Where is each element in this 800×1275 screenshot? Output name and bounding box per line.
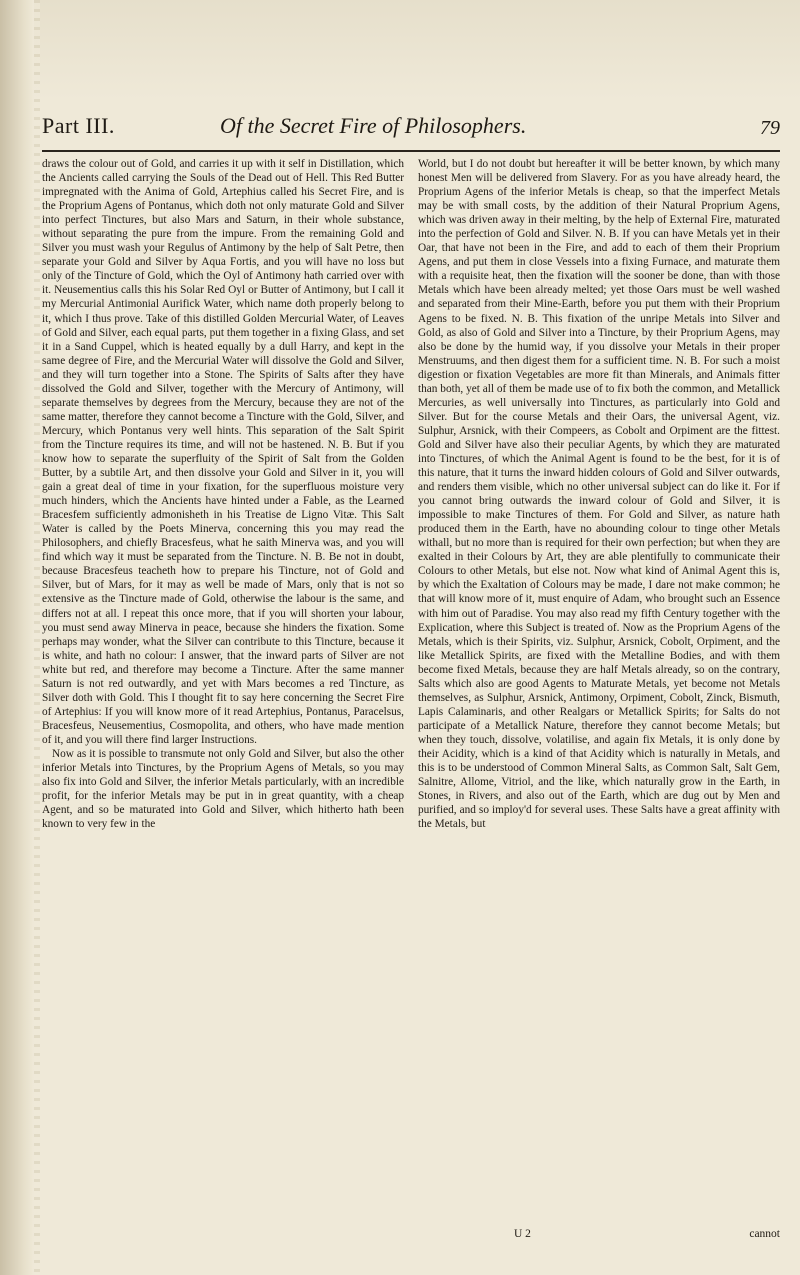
- page-footer: [418, 1228, 780, 1244]
- left-paragraph-1: draws the colour out of Gold, and carries it up with it self in Distillation, which the Ancients called carrying the Souls of the Dead out of Hell. This Red Butter impregnated with the Anima of Gold, Artephius called his Secret Fire, and is the Proprium Agens of Pontanus, which doth not only maturate Gold and Silver into perfect Tinctures, but also Mars and Saturn, in their whole substance, without separating the pure from the impure. From the remaining Gold and Silver you must wash your Regulus of Antimony by the help of Salt Petre, then separate your Gold and Silver by Aqua Fortis, and you will have no loss but only of the Tincture of Gold, which the Oyl of Antimony hath carried over with it. Neusementius calls this his Solar Red Oyl or Butter of Antimony, but I call it my Mercurial Antimonial Aurifick Water, which name doth properly belong to it, which I thus prove. Take of this distilled Golden Mercurial Water, of Leaves of Gold and Silver, each equal parts, put them together in a fixing Glass, and set it in a Sand Cuppel, which is heated equally by a dull Harry, and kept in the same degree of Fire, and the Mercurial Water will dissolve the Gold and Silver, and they will turn together into a Stone. The Spirits of Salts after they have dissolved the Gold and Silver, together with the Mercury of Antimony, will separate themselves by degrees from the Mercury, because they are not of the same matter, therefore they cannot become a Tincture with the Gold, Silver, and Mercury, which Pontanus very well hints. This separation of the Salt Spirit from the Tincture requires its time, and will not be hastened. N. B. But if you know how to separate the superfluity of the Spirit of Salt from the Golden Butter, by a subtile Art, and then dissolve your Gold and Silver in it, you will gain a great deal of time in your fixation, for the superfluous moisture very much hinders, which the Ancients have hinted under a Fable, as the Learned Bracesfem sufficiently admonisheth in his Treatise de Ligno Vitæ. This Salt Water is called by the Poets Minerva, concerning this you may read the Philosophers, and chiefly Bracesfeus, what he saith Minerva was, and you will find which way it must be separated from the Tincture. N. B. Be not in doubt, because Bracesfeus teacheth how to prepare his Tincture, not of Gold and Silver, but of Mars, for it may as well be made of Mars, only that is not so extensive as the Tincture made of Gold, otherwise the labour is the same, and differs not at all. I repeat this once more, that if you will shorten your labour, you must send away Minerva in peace, because she hinders the fixation. Some perhaps may wonder, what the Silver can contribute to this Tincture, because it is white, and hath no colour: I answer, that the inward parts of Silver are not white but red, and therefore may become a Tincture. After the same manner Saturn is not red outwardly, and yet with Mars becomes a red Tincture, as Silver doth with Gold. This I thought fit to say here concerning the Secret Fire of Artephius: If you will know more of it read Artephius, Pontanus, Paracelsus, Bracesfeus, Neusementius, Cosmopolita, and others, who have made mention of it, and you will there find larger Instructions.: [42, 158, 404, 746]
- part-label: Part III.: [42, 113, 115, 138]
- page-top-shade: [0, 0, 800, 100]
- running-title: Of the Secret Fire of Philosophers.: [220, 113, 527, 138]
- left-paragraph-2: Now as it is possible to transmute not only Gold and Silver, but also the other inferior Metals into Tinctures, by the Proprium Agens of Metals, so you may also fix into Gold and Silver, the inferior Metals particularly, with an incredible profit, for the inferior Metals may be put in in great quantity, with a cheap Agent, and so be maturated into Gold and Silver, which hitherto hath been known to very few in the: [42, 747, 404, 831]
- right-paragraph-1: World, but I do not doubt but hereafter it will be better known, by which many honest Men will be delivered from Slavery. For as you have already heard, the Proprium Agens of the inferior Metals is cheap, so that the imperfect Metals may be with small costs, by the addition of their Natural Proprium Agens, which was driven away in their melting, by the help of External Fire, maturated into the perfection of Gold and Silver. N. B. If you can have Metals yet in their Oar, that have not been in the Fire, and add to each of them their Proprium Agens, and put them in close Vessels into a fixing Furnace, and maturate them with a requisite heat, then the fixation will the sooner be done, than with those Metals which have been already melted; yet those Oars must be well washed and separated from their Mine-Earth, before you put them with their Proprium Agens to be fixed. N. B. This fixation of the unripe Metals into Silver and Gold, as also of Gold and Silver into a Tincture, by their Proprium Agens, may also be done by the humid way, if you dissolve your Metals in their proper Menstruums, and then digest them for a sufficient time. N. B. For such a moist digestion or fixation Vegetables are more fit than Minerals, and Animals fitter than both, yet all of them be made use of to fix both the common, and Metallick Mercuries, as well universally into Tinctures, as particularly into Gold and Silver. But for the course Metals and their Oars, the universal Agent, viz. Sulphur, Arsnick, with their Compeers, as Cobolt and Orpiment are the fittest. Gold and Silver have also their peculiar Agents, by which they are maturated into Tinctures, of which the Animal Agent is found to be the best, for it is of this nature, that it turns the inward hidden colours of Gold and Silver outwards, and renders them visible, which no other universal subject can do like it. For if you cannot bring outwards the inward colour of Gold and Silver, it is impossible to make Tinctures of them. For Gold and Silver, as nature hath produced them in the Earth, have no abounding colour to tinge other Metals withall, but no more than is required for their own perfection; but when they are exalted in their Colours by Art, they are able plentifully to communicate their Colours to other Metals, but else not. Now what kind of Animal Agent this is, by which the Exaltation of Colours may be made, I dare not make common; he that will know more of it, must enquire of Adam, who brought such an Essence with him out of Paradise. You may also read my fifth Century together with the Explication, where this Subject is treated of. Now as the Proprium Agens of the Metals, which is their Spirits, viz. Sulphur, Arsnick, Cobolt, Orpiment, and the like Metallick Spirits, are fixed with the Metalline Bodies, and with them become fixed Metals, because they are half Metals already, so on the contrary, Salts which also are good Agents to Maturate Metals, yet become not Metals themselves, as Sulphur, Arsnick, Antimony, Orpiment, Cobolt, Zinck, Bismuth, Lapis Calaminaris, and other Realgars or Metallick Spirits; for Salts do not participate of a Metallick Nature, therefore they cannot become Metals; but when they touch, dissolve, volatilise, and again fix Metals, it is only done by their Acidity, which is a kind of that Acidity which is naturally in Metals, and this is to be understood of Common Mineral Salts, as Common Salt, Salt Gem, Salnitre, Allome, Vitriol, and the like, which naturally grow in the Earth, in Stones, in Rivers, and also out of the Earth, which are dug out by Men and purified, and so imploy'd for several uses. These Salts have a great affinity with the Metals, but: [418, 158, 780, 831]
- binding-shadow: [0, 0, 34, 1275]
- right-column: [418, 157, 780, 831]
- binding-edge: [34, 0, 40, 1275]
- header-rule: [42, 150, 780, 152]
- signature-mark: U 2: [514, 1228, 531, 1240]
- page-header: [42, 105, 780, 147]
- catchword: cannot: [749, 1228, 780, 1240]
- left-column: [42, 157, 404, 831]
- page-number: 79: [760, 117, 780, 139]
